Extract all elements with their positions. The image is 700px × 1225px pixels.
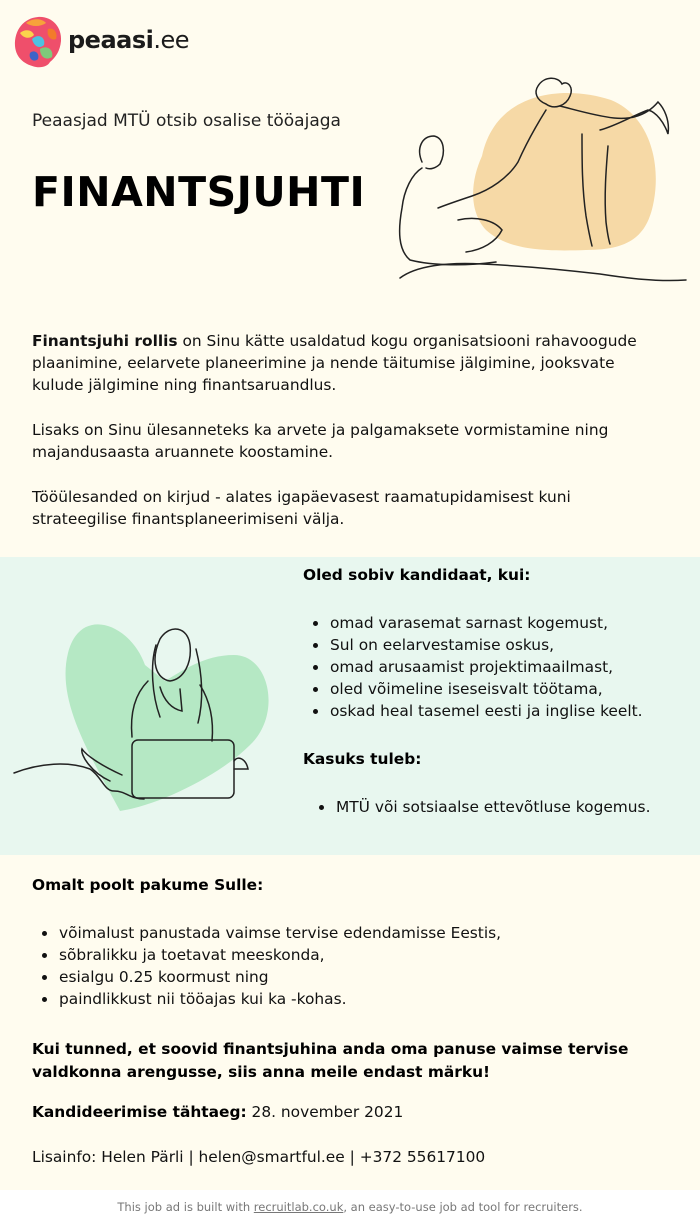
tasks-description: Lisaks on Sinu ülesanneteks ka arvete ja palgamaksete vormistamine ning majandusaasta aruannete koostamine. (32, 421, 609, 461)
application-deadline (32, 1103, 403, 1121)
page-subtitle: Peaasjad MTÜ otsib osalise tööajaga (32, 111, 341, 131)
call-to-action: Kui tunned, et soovid finantsjuhina anda oma panuse vaimse tervise valdkonna arengusse, siis anna meile endast märku! (32, 1040, 629, 1081)
brand-name (68, 26, 189, 54)
requirements-list (303, 612, 643, 722)
deadline-label: Kandideerimise tähtaeg: (32, 1103, 247, 1121)
role-text: on Sinu kätte usaldatud kogu organisatsiooni rahavoogude plaanimine, eelarvete planeerimine ja nende täitumise jälgimine, jooksvate kulude jälgimine ning finantsaruandlus. (32, 332, 637, 394)
role-description (32, 330, 662, 396)
colorful-head-logo-icon (12, 13, 64, 69)
helping-hand-illustration (386, 70, 700, 292)
list-item: omad varasemat sarnast kogemust, (303, 612, 643, 634)
list-item: paindlikkust nii tööajas kui ka -kohas. (32, 988, 501, 1010)
list-item: Sul on eelarvestamise oskus, (303, 634, 643, 656)
brand-word: peaasi (68, 26, 154, 54)
list-item: omad arusaamist projektimaailmast, (303, 656, 643, 678)
list-item: oled võimeline iseseisvalt töötama, (303, 678, 643, 700)
contact-info: Lisainfo: Helen Pärli | helen@smartful.ee | +372 55617100 (32, 1148, 486, 1166)
list-item: võimalust panustada vaimse tervise edendamisse Eestis, (32, 922, 501, 944)
requirements-title: Oled sobiv kandidaat, kui: (303, 566, 531, 584)
footer-before: This job ad is built with (117, 1200, 254, 1214)
deadline-value: 28. november 2021 (246, 1103, 404, 1121)
list-item: sõbralikku ja toetavat meeskonda, (32, 944, 501, 966)
offer-title: Omalt poolt pakume Sulle: (32, 876, 264, 894)
role-label: Finantsjuhi rollis (32, 332, 178, 350)
logo[interactable] (12, 13, 190, 69)
bonus-list (309, 796, 650, 818)
page-title: FINANTSJUHTI (32, 168, 366, 216)
footer-after: , an easy-to-use job ad tool for recruiters. (343, 1200, 583, 1214)
recruitlab-link[interactable]: recruitlab.co.uk (253, 1200, 344, 1214)
woman-with-laptop-illustration (10, 605, 280, 820)
list-item: MTÜ või sotsiaalse ettevõtluse kogemus. (309, 796, 650, 818)
list-item: esialgu 0.25 koormust ning (32, 966, 501, 988)
tasks-variety: Tööülesanded on kirjud - alates igapäevasest raamatupidamisest kuni strateegilise finantsplaneerimiseni välja. (32, 488, 571, 528)
footer-text (0, 1200, 700, 1214)
bonus-title: Kasuks tuleb: (303, 750, 422, 768)
list-item: oskad heal tasemel eesti ja inglise keelt. (303, 700, 643, 722)
brand-tld: .ee (153, 26, 190, 54)
offer-list (32, 922, 501, 1010)
